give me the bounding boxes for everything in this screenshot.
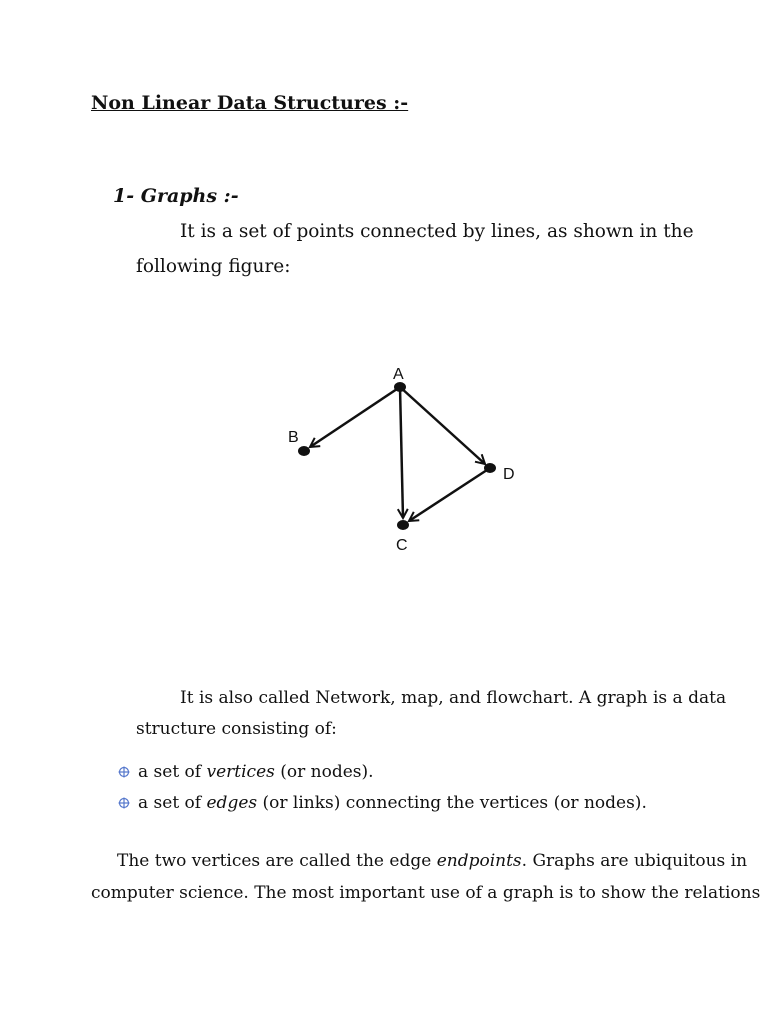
- node-c: [397, 520, 409, 530]
- graph-diagram: [270, 355, 530, 560]
- node-a: [394, 382, 406, 392]
- intro-text-line-2: following figure:: [136, 256, 291, 277]
- paragraph-3-line-1: [117, 851, 747, 871]
- node-label-b: B: [288, 429, 299, 446]
- graph-figure: [270, 355, 530, 560]
- edge-a-b: [310, 387, 400, 447]
- node-label-a: A: [393, 366, 404, 383]
- edge-a-d: [400, 387, 485, 464]
- node-label-c: C: [396, 537, 408, 554]
- paragraph-3-text-pre: The two vertices are called the edge: [117, 851, 437, 871]
- bullet-marker-icon: [118, 763, 130, 775]
- bullet-text-emphasis: edges: [206, 793, 258, 813]
- paragraph-3-emphasis: endpoints: [436, 851, 522, 871]
- bullet-text-emphasis: vertices: [206, 762, 275, 782]
- section-title-graphs: 1- Graphs :-: [113, 185, 239, 207]
- bullet-vertices: [118, 762, 374, 782]
- paragraph-3-text-post: . Graphs are ubiquitous in: [521, 851, 748, 871]
- edge-a-c: [400, 387, 403, 518]
- bullet-text-post: (or links) connecting the vertices (or nodes).: [257, 793, 647, 813]
- node-d: [484, 463, 496, 473]
- bullet-text-post: (or nodes).: [274, 762, 374, 782]
- paragraph-2-line-1: It is also called Network, map, and flowchart. A graph is a data: [180, 688, 727, 708]
- paragraph-3-line-2: computer science. The most important use of a graph is to show the relations: [91, 883, 761, 903]
- edge-d-c: [409, 468, 490, 521]
- page-title: Non Linear Data Structures :-: [91, 92, 409, 114]
- node-label-d: D: [503, 466, 515, 483]
- intro-text-line-1: It is a set of points connected by lines, as shown in the: [180, 221, 694, 242]
- bullet-marker-icon: [118, 794, 130, 806]
- paragraph-2-line-2: structure consisting of:: [136, 719, 337, 739]
- bullet-edges: [118, 793, 647, 813]
- bullet-text-pre: a set of: [138, 793, 207, 813]
- node-b: [298, 446, 310, 456]
- bullet-text-pre: a set of: [138, 762, 207, 782]
